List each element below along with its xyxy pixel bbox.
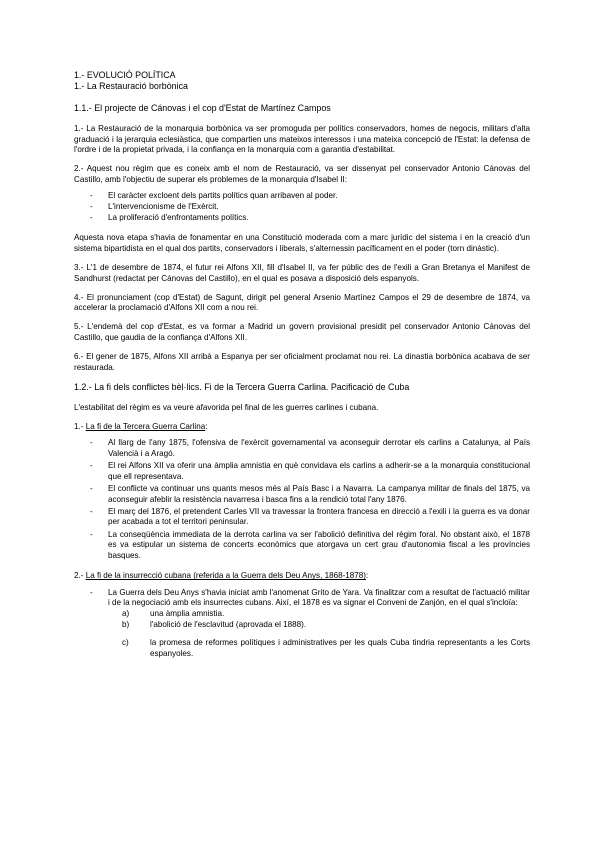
- cuba-heading: 2.- La fi de la insurrecció cubana (referida a la Guerra dels Deu Anys, 1868-1878):: [74, 571, 369, 581]
- list-item: - L'intervencionisme de l'Exèrcit.: [74, 202, 530, 213]
- zanjon-terms-list: [108, 609, 530, 659]
- paragraph: 1.- La Restauració de la monarquia borbònica va ser promoguda per polítics conservadors, homes de negocis, militars d'alta graduació i la jerarquia eclesiàstica, que compartien uns mateixos interessos i una mateixa concepció de l'Estat: la defensa de l'ordre i de la propietat privada, i la confiança en la monarquia com a garantia d'estabilitat.: [74, 124, 530, 155]
- document-page: [74, 70, 530, 669]
- list-item: - La conseqüència immediata de la derrota carlina va ser l'abolició definitiva del règim foral. No obstant això, el 1878 es va estipular un sistema de concerts econòmics que atorgava un cert grau d'autonomia fiscal a les províncies basques.: [74, 530, 530, 562]
- cuba-list: [74, 588, 530, 660]
- paragraph: 6.- El gener de 1875, Alfons XII arribà a Espanya per ser oficialment proclamat nou rei. La dinastia borbònica acabava de ser restaurada.: [74, 352, 530, 372]
- subsection-heading-1-1: 1.1.- El projecte de Cánovas i el cop d'Estat de Martínez Campos: [74, 103, 331, 113]
- list-item: - El març del 1876, el pretendent Carles VII va travessar la frontera francesa en direcció a l'exili i la guerra es va donar per acabada a tot el territori peninsular.: [74, 507, 530, 528]
- carlist-war-list: [74, 438, 530, 561]
- alpha-item: b) l'abolició de l'esclavitud (aprovada el 1888).: [122, 619, 307, 629]
- carlist-war-title: La fi de la Tercera Guerra Carlina: [85, 421, 206, 431]
- alpha-item: c) la promesa de reformes polítiques i administratives per les quals Cuba tindria representants a les Corts espanyoles.: [122, 638, 530, 658]
- carlist-war-heading: 1.- La fi de la Tercera Guerra Carlina:: [74, 421, 208, 431]
- paragraph: Aquesta nova etapa s'havia de fonamentar en una Constitució moderada com a marc jurídic del sistema i en la creació d'un sistema bipartidista en el qual dos partits, conservadors i liberals, s'alternessin pacíficament en el poder (torn dinàstic).: [74, 233, 530, 253]
- list-item: - La proliferació d'enfrontaments polítics.: [74, 213, 530, 224]
- list-item-text: - La Guerra dels Deu Anys s'havia iniciat amb l'anomenat Grito de Yara. Va finalitzar com a resultat de l'actuació militar i de la negociació amb els insurrectes cubans. Així, el 1878 es va signar el Conveni de Zanjón, en el qual s'incloïa:: [108, 587, 530, 608]
- paragraph: 4.- El pronunciament (cop d'Estat) de Sagunt, dirigit pel general Arsenio Martínez Campos el 29 de desembre de 1874, va accelerar la proclamació d'Alfons XII com a nou rei.: [74, 292, 530, 313]
- cuba-title: La fi de la insurrecció cubana (referida a la Guerra dels Deu Anys, 1868-1878): [85, 571, 366, 581]
- document-title: 1.- EVOLUCIÓ POLÍTICA: [74, 70, 176, 80]
- alpha-item: a) una àmplia amnistia.: [122, 609, 225, 619]
- paragraph: 5.- L'endemà del cop d'Estat, es va formar a Madrid un govern provisional presidit pel conservador Antonio Cánovas del Castillo, que gaudia de la confiança d'Alfons XII.: [74, 322, 530, 342]
- list-item: [74, 588, 530, 660]
- list-item: - El conflicte va continuar uns quants mesos més al País Basc i a Navarra. La campanya militar de finals del 1875, va aconseguir afeblir la resistència navarresa i basca fins a la rendició total l'any 1876.: [74, 484, 530, 505]
- subsection-heading-1-2: 1.2.- La fi dels conflictes bèl·lics. Fi de la Tercera Guerra Carlina. Pacificació de Cuba: [74, 381, 410, 392]
- paragraph: 3.- L'1 de desembre de 1874, el futur rei Alfons XII, fill d'Isabel II, va fer públic des de l'exili a Gran Bretanya el Manifest de Sandhurst (redactat per Cánovas del Castillo), en el qual es posava a disposició dels espanyols.: [74, 262, 530, 283]
- list-item: - El rei Alfons XII va oferir una àmplia amnistia en què convidava els carlins a adherir-se a la monarquia constitucional que ell representava.: [74, 461, 530, 482]
- section-title: 1.- La Restauració borbònica: [74, 81, 188, 91]
- list-item: - Al llarg de l'any 1875, l'ofensiva de l'exèrcit governamental va aconseguir derrotar els carlins a Catalunya, al País Valencià i a Aragó.: [74, 438, 530, 459]
- paragraph: L'estabilitat del règim es va veure afavorida pel final de les guerres carlines i cubana.: [74, 402, 379, 412]
- paragraph: 2.- Aquest nou règim que es coneix amb el nom de Restauració, va ser dissenyat pel conservador Antonio Cánovas del Castillo, amb l'objectiu de superar els problemes de la monarquia d'Isabel II:: [74, 164, 530, 184]
- spacer: [122, 630, 530, 638]
- problems-list: [74, 191, 530, 223]
- list-item: - El caràcter excloent dels partits polítics quan arribaven al poder.: [74, 191, 530, 202]
